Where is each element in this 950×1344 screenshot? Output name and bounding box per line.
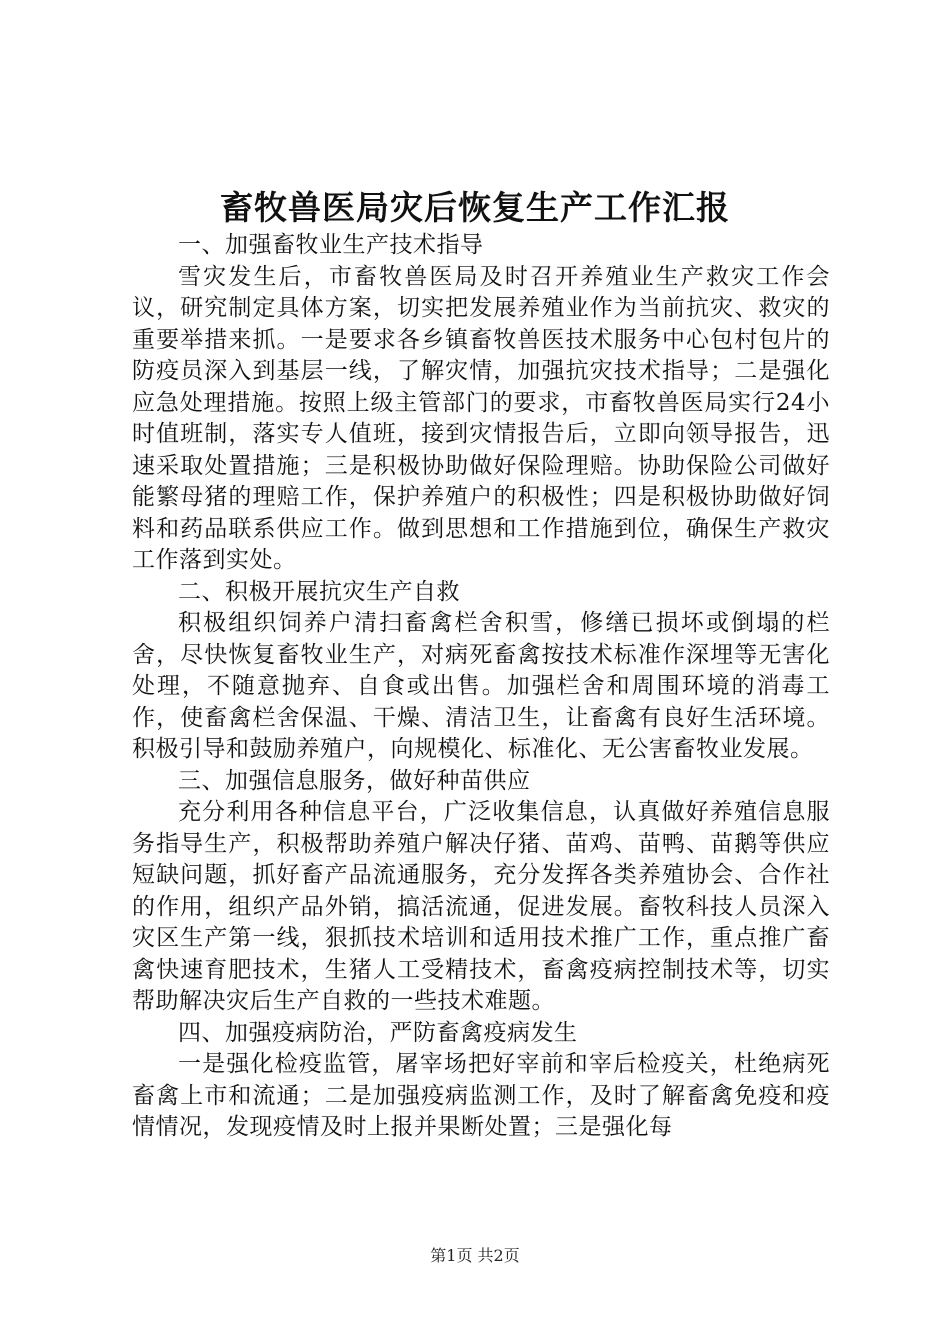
section-paragraph-1: 雪灾发生后，市畜牧兽医局及时召开养殖业生产救灾工作会议，研究制定具体方案，切实把发展养殖业作为当前抗灾、救灾的重要举措来抓。一是要求各乡镇畜牧兽医技术服务中心包村包片的防疫员深入到基层一线，了解灾情，加强抗灾技术指导；二是强化应急处理措施。按照上级主管部门的要求，市畜牧兽医局实行24小时值班制，落实专人值班，接到灾情报告后，立即向领导报告，迅速采取处置措施；三是积极协助做好保险理赔。协助保险公司做好能繁母猪的理赔工作，保护养殖户的积极性；四是积极协助做好饲料和药品联系供应工作。做到思想和工作措施到位，确保生产救灾工作落到实处。 (132, 263, 830, 573)
section-heading-1: 一、加强畜牧业生产技术指导 (178, 232, 484, 258)
section-heading-2: 二、积极开展抗灾生产自救 (178, 578, 460, 605)
page-footer: 第1页 共2页 (430, 1246, 520, 1265)
section-heading-4: 四、加强疫病防治，严防畜禽疫病发生 (178, 1019, 578, 1046)
section-paragraph-3: 充分利用各种信息平台，广泛收集信息，认真做好养殖信息服务指导生产，积极帮助养殖户解决仔猪、苗鸡、苗鸭、苗鹅等供应短缺问题，抓好畜产品流通服务，充分发挥各类养殖协会、合作社的作用，组织产品外销，搞活流通，促进发展。畜牧科技人员深入灾区生产第一线，狠抓技术培训和适用技术推广工作，重点推广畜禽快速育肥技术，生猪人工受精技术，畜禽疫病控制技术等，切实帮助解决灾后生产自救的一些技术难题。 (132, 799, 830, 1014)
section-paragraph-2: 积极组织饲养户清扫畜禽栏舍积雪，修缮已损坏或倒塌的栏舍，尽快恢复畜牧业生产，对病死畜禽按技术标准作深埋等无害化处理，不随意抛弃、自食或出售。加强栏舍和周围环境的消毒工作，使畜禽栏舍保温、干燥、清洁卫生，让畜禽有良好生活环境。积极引导和鼓励养殖户，向规模化、标准化、无公害畜牧业发展。 (132, 610, 830, 762)
document-body (132, 230, 830, 1144)
document-title: 畜牧兽医局灾后恢复生产工作汇报 (220, 188, 730, 227)
section-paragraph-4: 一是强化检疫监管，屠宰场把好宰前和宰后检疫关，杜绝病死畜禽上市和流通；二是加强疫病监测工作，及时了解畜禽免疫和疫情情况，发现疫情及时上报并果断处置；三是强化每 (132, 1051, 830, 1140)
section-heading-3: 三、加强信息服务，做好种苗供应 (178, 767, 531, 794)
